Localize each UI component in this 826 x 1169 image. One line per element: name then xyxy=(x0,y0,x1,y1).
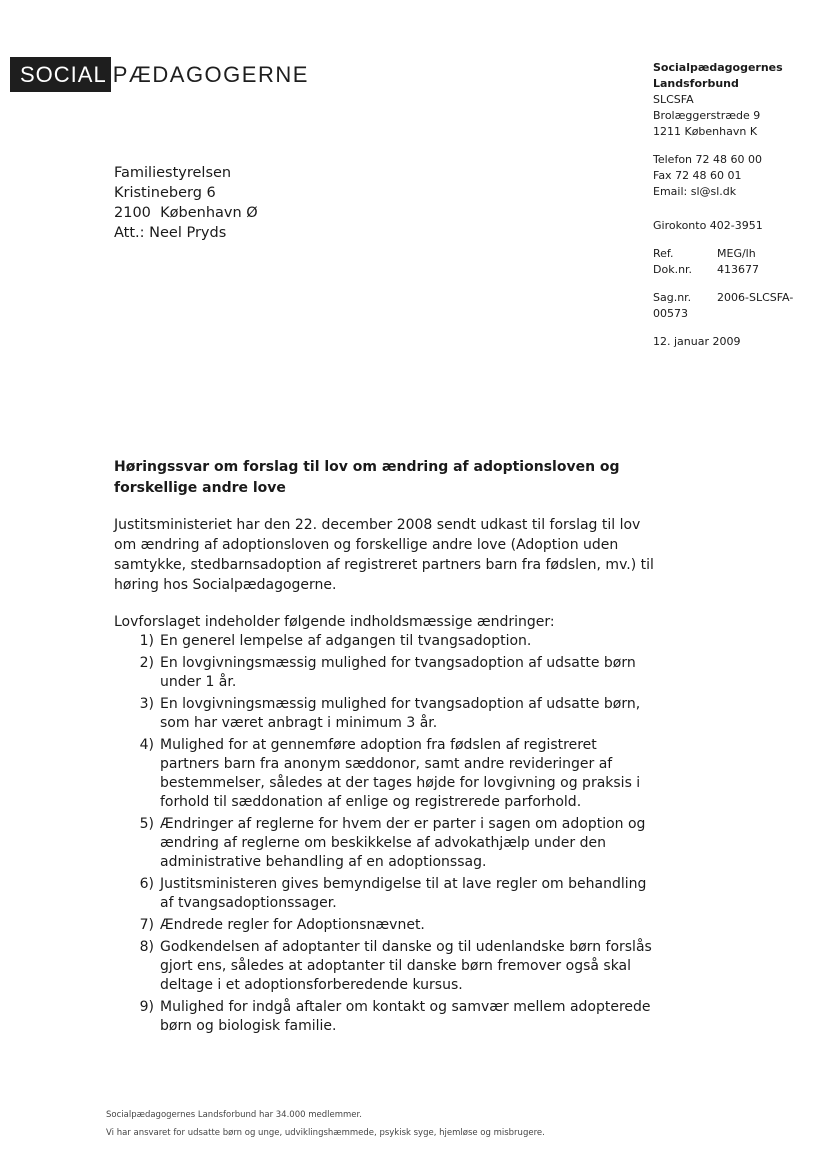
sender-info xyxy=(653,60,823,362)
list-item xyxy=(114,695,654,733)
dok-label: Dok.nr. xyxy=(653,263,693,276)
recipient-line-2: Kristineberg 6 xyxy=(114,185,216,201)
sag-cont: 00573 xyxy=(653,307,688,320)
list-item xyxy=(114,998,654,1036)
sender-name-2: Landsforbund xyxy=(653,77,739,90)
letter-footer xyxy=(106,1106,545,1142)
sender-email: Email: sl@sl.dk xyxy=(653,185,737,198)
recipient-address xyxy=(114,163,258,243)
list-item-number: 1) xyxy=(139,633,154,649)
list-item-text: Ændrede regler for Adoptionsnævnet. xyxy=(160,917,425,933)
list-item-text: En lovgivningsmæssig mulighed for tvangsadoption af udsatte børn, som har været anbragt i minimum 3 år. xyxy=(160,696,641,731)
organization-logo xyxy=(10,57,309,92)
recipient-line-4: Att.: Neel Pryds xyxy=(114,225,227,241)
list-item-number: 4) xyxy=(139,737,154,753)
list-item-number: 6) xyxy=(139,876,154,892)
footer-line-1: Socialpædagogernes Landsforbund har 34.000 medlemmer. xyxy=(106,1110,362,1120)
list-item xyxy=(114,654,654,692)
sender-name-1: Socialpædagogernes xyxy=(653,61,783,74)
list-item xyxy=(114,916,654,935)
list-item-text: En lovgivningsmæssig mulighed for tvangsadoption af udsatte børn under 1 år. xyxy=(160,655,636,690)
sender-phone: Telefon 72 48 60 00 xyxy=(653,153,762,166)
sender-street: Brolæggerstræde 9 xyxy=(653,109,761,122)
list-item-number: 5) xyxy=(139,816,154,832)
footer-line-2: Vi har ansvaret for udsatte børn og unge, udviklingshæmmede, psykisk syge, hjemløse og misbrugere. xyxy=(106,1128,545,1138)
list-item xyxy=(114,632,654,651)
ref-value: MEG/lh xyxy=(717,247,756,260)
list-intro: Lovforslaget indeholder følgende indholdsmæssige ændringer: xyxy=(114,614,555,630)
sag-row xyxy=(653,290,823,306)
logo-social: SOCIAL xyxy=(10,57,111,92)
sender-giro: Girokonto 402-3951 xyxy=(653,219,763,232)
sender-abbr: SLCSFA xyxy=(653,93,694,106)
list-item-text: En generel lempelse af adgangen til tvangsadoption. xyxy=(160,633,532,649)
list-item-text: Mulighed for at gennemføre adoption fra fødslen af registreret partners barn fra anonym sæddonor, samt andre revideringer af bestemmelser, således at der tages højde for lovgivning og praksis i forhold til sæddonation af enlige og registrerede parforhold. xyxy=(160,737,641,810)
list-item xyxy=(114,815,654,872)
list-item-number: 8) xyxy=(139,939,154,955)
sag-label: Sag.nr. xyxy=(653,291,692,304)
list-item-text: Ændringer af reglerne for hvem der er parter i sagen om adoption og ændring af reglerne om beskikkelse af advokathjælp under den administrative behandling af en adoptionssag. xyxy=(160,816,646,870)
list-item xyxy=(114,736,654,812)
letter-date: 12. januar 2009 xyxy=(653,335,741,348)
changes-list xyxy=(114,632,654,1039)
ref-row xyxy=(653,246,823,262)
sender-city: 1211 København K xyxy=(653,125,758,138)
ref-label: Ref. xyxy=(653,247,674,260)
sender-fax: Fax 72 48 60 01 xyxy=(653,169,742,182)
logo-paedagogerne: PÆDAGOGERNE xyxy=(112,62,309,87)
letter-subject: Høringssvar om forslag til lov om ændring af adoptionsloven og forskellige andre love xyxy=(114,459,620,496)
list-item-number: 3) xyxy=(139,696,154,712)
list-item-number: 9) xyxy=(139,999,154,1015)
list-item-text: Godkendelsen af adoptanter til danske og til udenlandske børn forslås gjort ens, således at adoptanter til danske børn fremover også skal deltage i et adoptionsforberedende kursus. xyxy=(160,939,652,993)
list-item-text: Justitsministeren gives bemyndigelse til at lave regler om behandling af tvangsadoptionssager. xyxy=(160,876,647,911)
recipient-line-1: Familiestyrelsen xyxy=(114,165,232,181)
list-item-number: 2) xyxy=(139,655,154,671)
recipient-line-3: 2100 København Ø xyxy=(114,205,258,221)
list-item xyxy=(114,875,654,913)
list-item-number: 7) xyxy=(139,917,154,933)
intro-paragraph: Justitsministeriet har den 22. december 2008 sendt udkast til forslag til lov om ændring af adoptionsloven og forskellige andre love (Adoption uden samtykke, stedbarnsadoption af registreret partners barn fra fødslen, mv.) til høring hos Socialpædagogerne. xyxy=(114,517,654,593)
list-item-text: Mulighed for indgå aftaler om kontakt og samvær mellem adopterede børn og biologisk familie. xyxy=(160,999,651,1034)
sag-value: 2006-SLCSFA- xyxy=(717,291,794,304)
dok-value: 413677 xyxy=(717,263,759,276)
dok-row xyxy=(653,262,823,278)
list-item xyxy=(114,938,654,995)
